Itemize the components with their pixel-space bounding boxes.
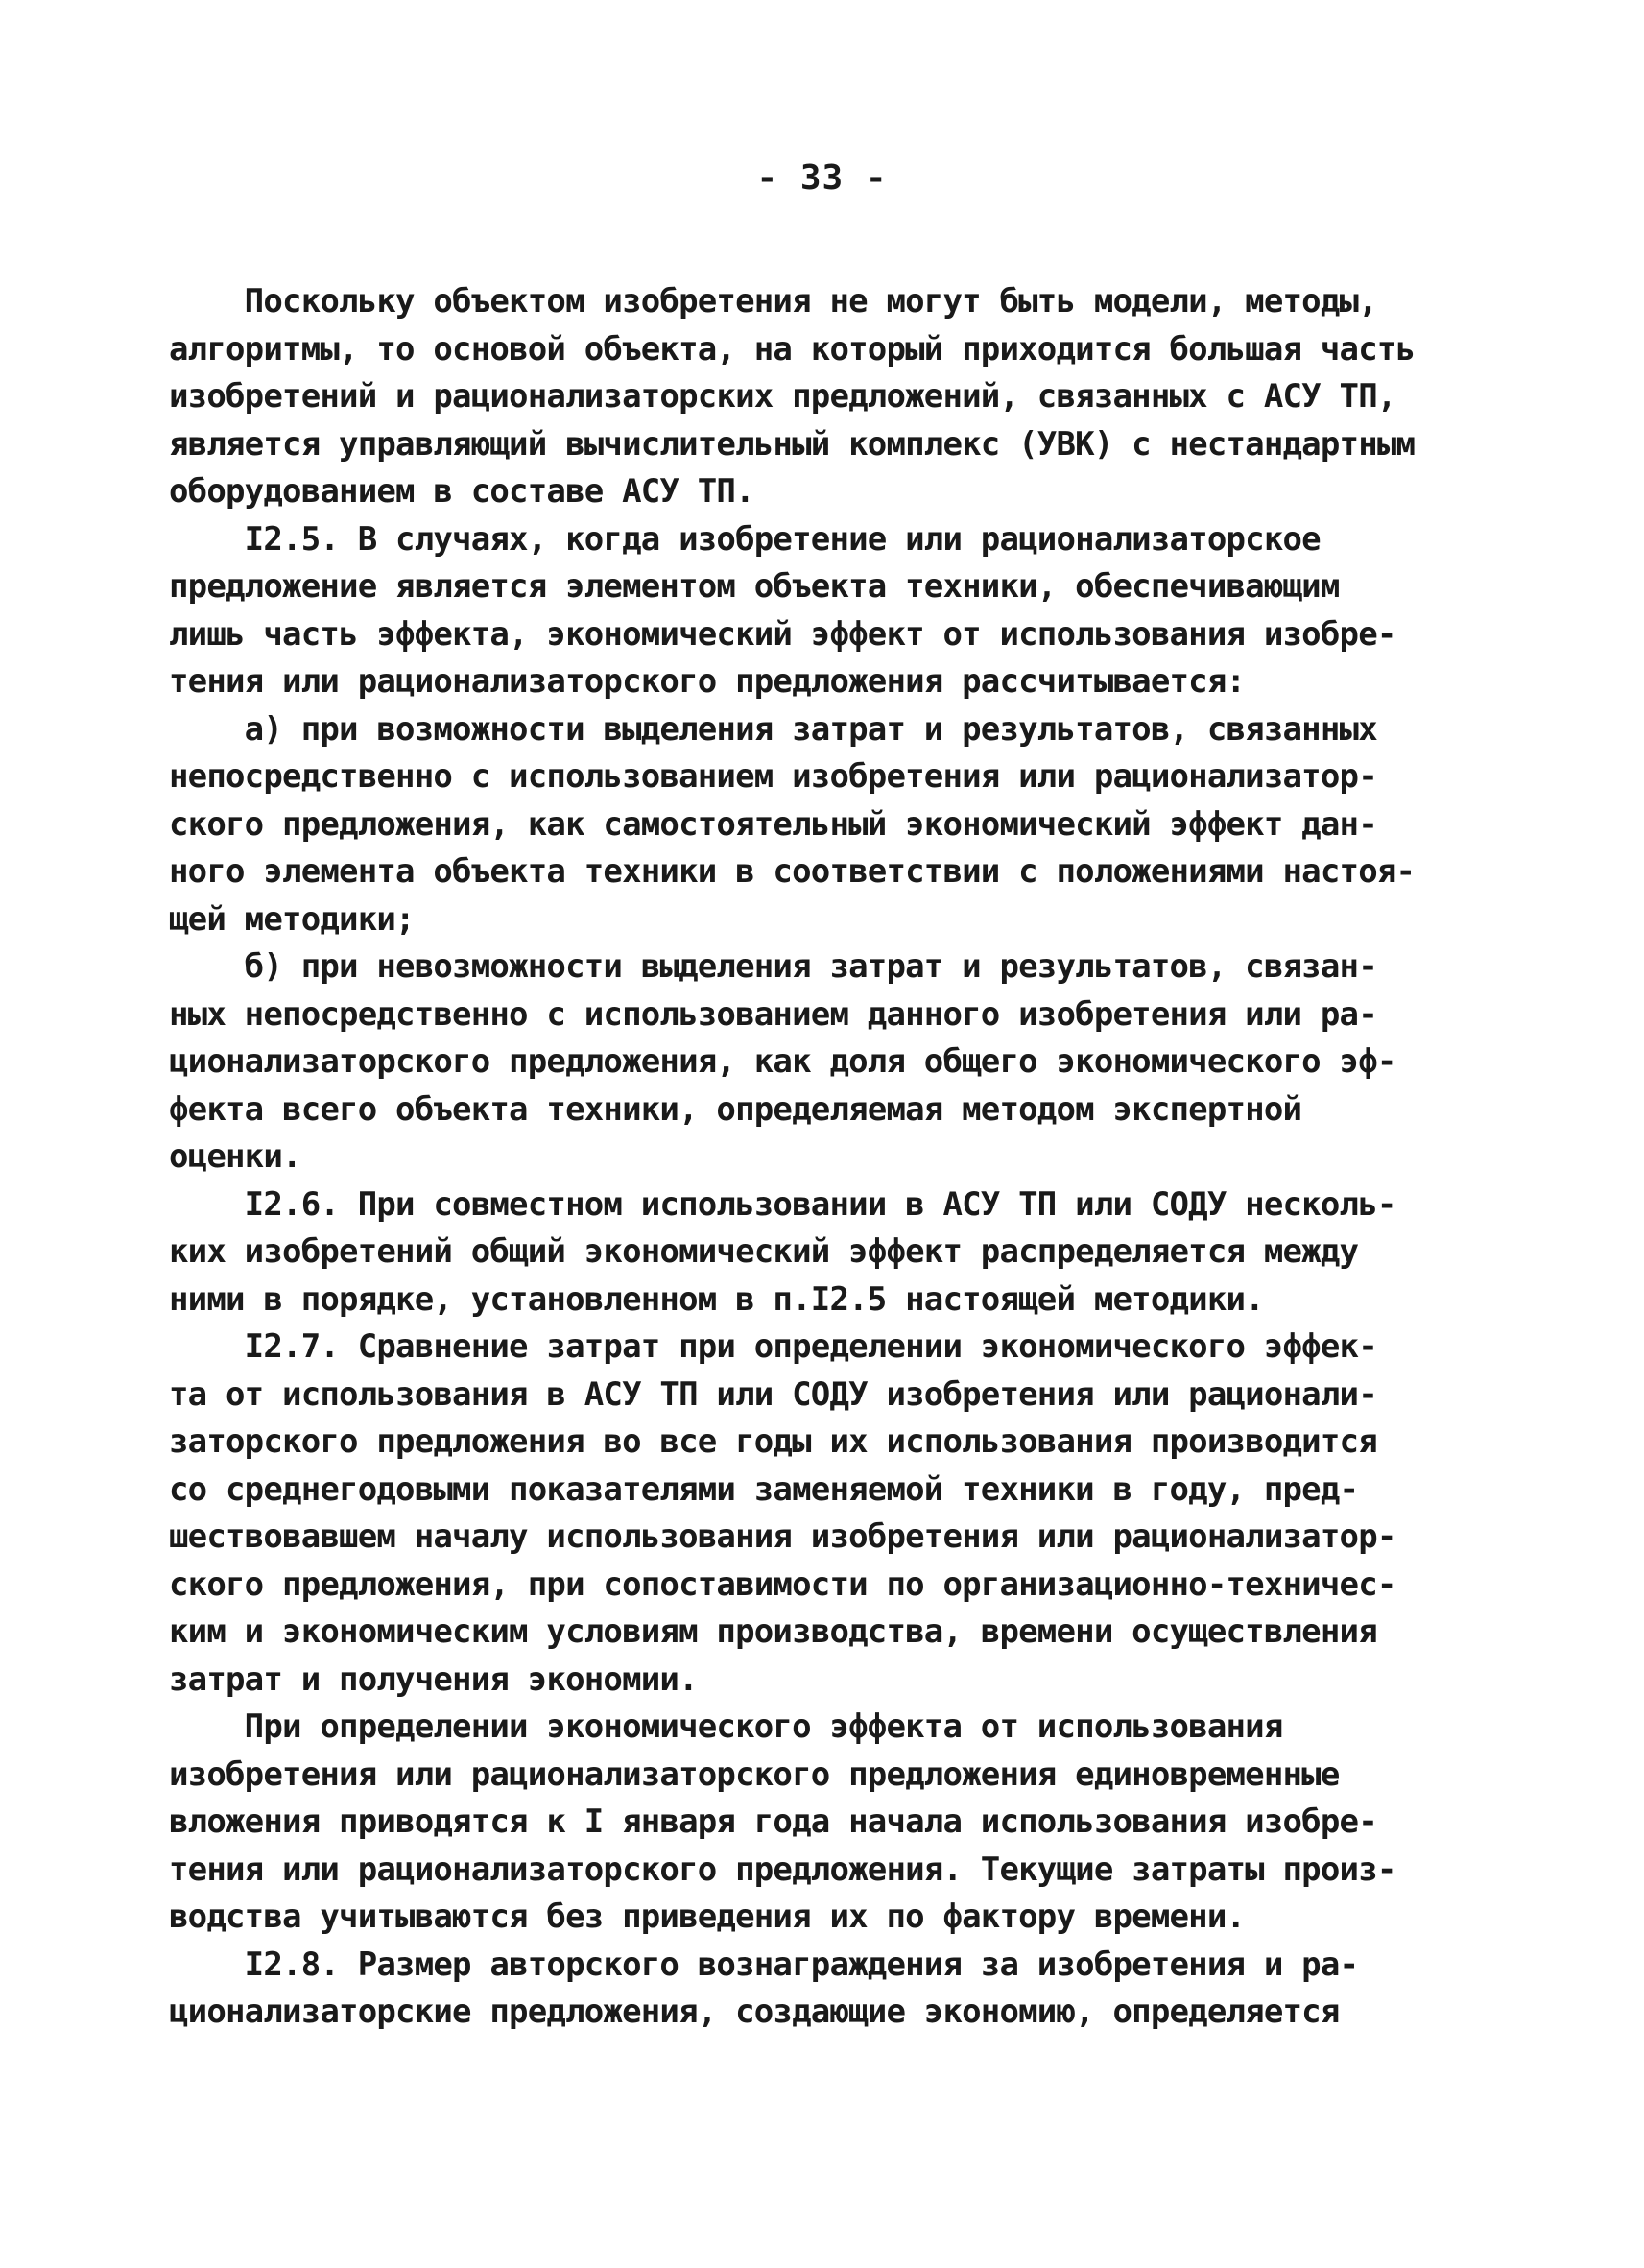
text-line: I2.6. При совместном использовании в АСУ ТП или СОДУ несколь- — [169, 1184, 1396, 1224]
text-line: ского предложения, как самостоятельный экономический эффект дан- — [169, 804, 1377, 844]
text-line: водства учитываются без приведения их по фактору времени. — [169, 1898, 1246, 1936]
text-line: та от использования в АСУ ТП или СОДУ изобретения или рационали- — [169, 1374, 1377, 1414]
text-line: непосредственно с использованием изобретения или рационализатор- — [169, 757, 1377, 796]
text-line: лишь часть эффекта, экономический эффект от использования изобре- — [169, 614, 1396, 654]
body-text — [169, 278, 1513, 2037]
text-line: изобретения или рационализаторского предложения единовременные — [169, 1755, 1340, 1794]
text-line: со среднегодовыми показателями заменяемой техники в году, пред- — [169, 1469, 1359, 1509]
text-line: оценки. — [169, 1137, 301, 1176]
text-line: ского предложения, при сопоставимости по организационно-техничес- — [169, 1564, 1396, 1604]
text-line: ных непосредственно с использованием данного изобретения или ра- — [169, 994, 1377, 1034]
text-line: фекта всего объекта техники, определяемая методом экспертной — [169, 1089, 1302, 1129]
text-line: ционализаторские предложения, создающие экономию, определяется — [169, 1993, 1340, 2031]
text-line: ких изобретений общий экономический эффект распределяется между — [169, 1232, 1359, 1271]
text-line: I2.7. Сравнение затрат при определении экономического эффек- — [169, 1327, 1377, 1366]
text-line: заторского предложения во все годы их использования производится — [169, 1422, 1377, 1461]
text-line: I2.5. В случаях, когда изобретение или рационализаторское — [169, 519, 1321, 559]
text-line: алгоритмы, то основой объекта, на который приходится большая часть — [169, 329, 1416, 369]
text-line: шествовавшем началу использования изобретения или рационализатор- — [169, 1517, 1396, 1556]
text-line: ционализаторского предложения, как доля общего экономического эф- — [169, 1042, 1396, 1081]
text-line: б) при невозможности выделения затрат и результатов, связан- — [169, 947, 1377, 986]
text-line: I2.8. Размер авторского вознаграждения за изобретения и ра- — [169, 1945, 1359, 1984]
text-line: вложения приводятся к I января года начала использования изобре- — [169, 1802, 1377, 1841]
text-line: оборудованием в составе АСУ ТП. — [169, 472, 754, 511]
text-line: ними в порядке, установленном в п.I2.5 настоящей методики. — [169, 1279, 1264, 1319]
page-number: - 33 - — [756, 158, 888, 198]
text-line: щей методики; — [169, 899, 415, 939]
text-line: является управляющий вычислительный комплекс (УВК) с нестандартным — [169, 424, 1416, 464]
text-line: Поскольку объектом изобретения не могут быть модели, методы, — [169, 282, 1377, 321]
text-line: тения или рационализаторского предложения рассчитывается: — [169, 662, 1246, 701]
text-line: ного элемента объекта техники в соответствии с положениями настоя- — [169, 852, 1416, 891]
text-line: затрат и получения экономии. — [169, 1659, 698, 1699]
text-line: тения или рационализаторского предложения. Текущие затраты произ- — [169, 1850, 1396, 1889]
text-line: предложение является элементом объекта техники, обеспечивающим — [169, 567, 1340, 606]
text-line: а) при возможности выделения затрат и результатов, связанных — [169, 709, 1377, 749]
text-line: ким и экономическим условиям производства, времени осуществления — [169, 1612, 1377, 1651]
text-line: При определении экономического эффекта от использования — [169, 1707, 1283, 1746]
text-line: изобретений и рационализаторских предложений, связанных с АСУ ТП, — [169, 377, 1396, 416]
